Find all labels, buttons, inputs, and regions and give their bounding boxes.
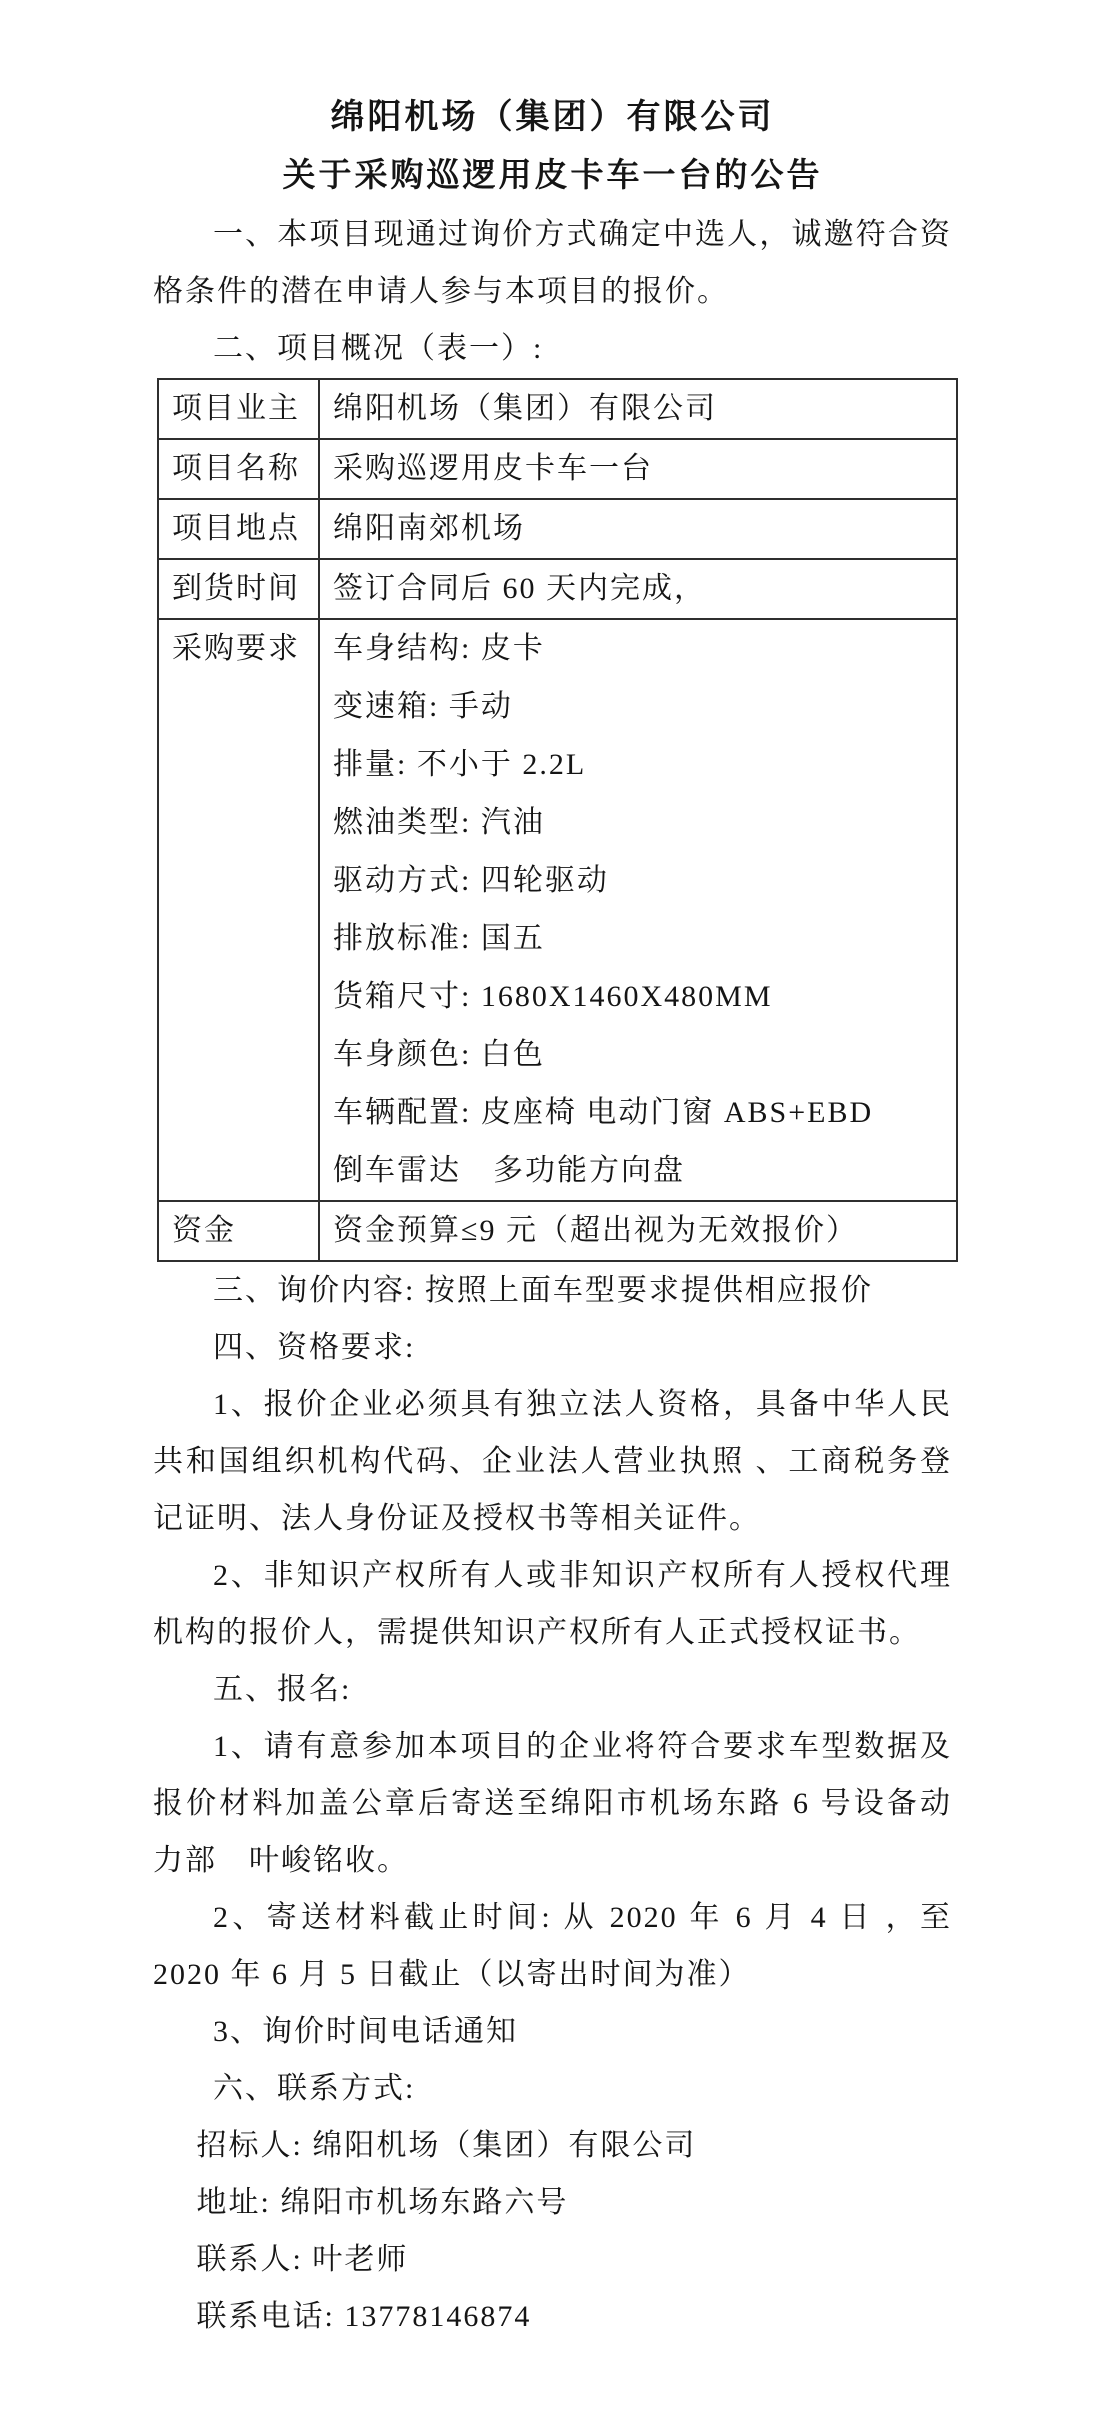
contact-bidder: 招标人: 绵阳机场（集团）有限公司: [196, 2129, 697, 2162]
contact-phone: 联系电话: 13778146874: [196, 2300, 532, 2333]
table-label-cell: 资金: [158, 1201, 319, 1261]
table-row-delivery-time: [158, 559, 957, 619]
table-label-cell: 到货时间: [158, 559, 319, 619]
paragraph-qualification-1: 1、报价企业必须具有独立法人资格，具备中华人民共和国组织机构代码、企业法人营业执照 、工商税务登记证明、法人身份证及授权书等相关证件。: [153, 1388, 952, 1535]
table-value-cell: 绵阳南郊机场: [319, 499, 957, 559]
spec-line: 货箱尺寸: 1680X1460X480MM: [333, 980, 773, 1013]
table-label-cell: 采购要求: [158, 619, 319, 1201]
table-row-requirements: [158, 619, 957, 1201]
spec-line: 燃油类型: 汽油: [333, 806, 545, 839]
table-row-owner: [158, 379, 957, 439]
paragraph-qualification-heading: 四、资格要求:: [213, 1331, 416, 1364]
paragraph-registration-1: 1、请有意参加本项目的企业将符合要求车型数据及报价材料加盖公章后寄送至绵阳市机场东路 6 号设备动力部 叶峻铭收。: [153, 1730, 952, 1877]
table-value-cell: 签订合同后 60 天内完成，: [319, 559, 957, 619]
paragraph-qualification-2: 2、非知识产权所有人或非知识产权所有人授权代理机构的报价人，需提供知识产权所有人正式授权证书。: [153, 1559, 952, 1649]
contact-address: 地址: 绵阳市机场东路六号: [196, 2186, 569, 2219]
paragraph-registration-heading: 五、报名:: [213, 1673, 352, 1706]
spec-line: 排量: 不小于 2.2L: [333, 748, 587, 781]
spec-line: 变速箱: 手动: [333, 690, 513, 723]
table-value-cell: [319, 619, 957, 1201]
spec-line: 车身结构: 皮卡: [333, 632, 545, 665]
spec-line: 车辆配置: 皮座椅 电动门窗 ABS+EBD: [333, 1096, 874, 1129]
table-row-location: [158, 499, 957, 559]
table-value-cell: 绵阳机场（集团）有限公司: [319, 379, 957, 439]
paragraph-contact-heading: 六、联系方式:: [213, 2072, 416, 2105]
paragraph-registration-2: 2、寄送材料截止时间: 从 2020 年 6 月 4 日 ，至 2020 年 6 月 5 日截止（以寄出时间为准）: [153, 1901, 952, 1991]
spec-line: 倒车雷达 多功能方向盘: [333, 1154, 685, 1187]
spec-line: 车身颜色: 白色: [333, 1038, 545, 1071]
table-row-project-name: [158, 439, 957, 499]
paragraph-registration-3: 3、询价时间电话通知: [213, 2015, 518, 2048]
table-row-budget: [158, 1201, 957, 1261]
table-value-cell: 资金预算≤9 元（超出视为无效报价）: [319, 1201, 957, 1261]
spec-line: 排放标准: 国五: [333, 922, 545, 955]
intro-paragraph: 一、本项目现通过询价方式确定中选人，诚邀符合资格条件的潜在申请人参与本项目的报价。: [153, 218, 952, 308]
project-overview-table: [157, 378, 958, 1262]
spec-line: 驱动方式: 四轮驱动: [333, 864, 609, 897]
table-label-cell: 项目地点: [158, 499, 319, 559]
document-title: 绵阳机场（集团）有限公司: [330, 99, 775, 136]
section-2-heading: 二、项目概况（表一）:: [213, 332, 544, 365]
table-value-cell: 采购巡逻用皮卡车一台: [319, 439, 957, 499]
contact-person: 联系人: 叶老师: [196, 2243, 409, 2276]
document-subtitle: 关于采购巡逻用皮卡车一台的公告: [282, 158, 823, 194]
table-label-cell: 项目名称: [158, 439, 319, 499]
table-label-cell: 项目业主: [158, 379, 319, 439]
paragraph-inquiry-content: 三、询价内容: 按照上面车型要求提供相应报价: [213, 1274, 873, 1307]
